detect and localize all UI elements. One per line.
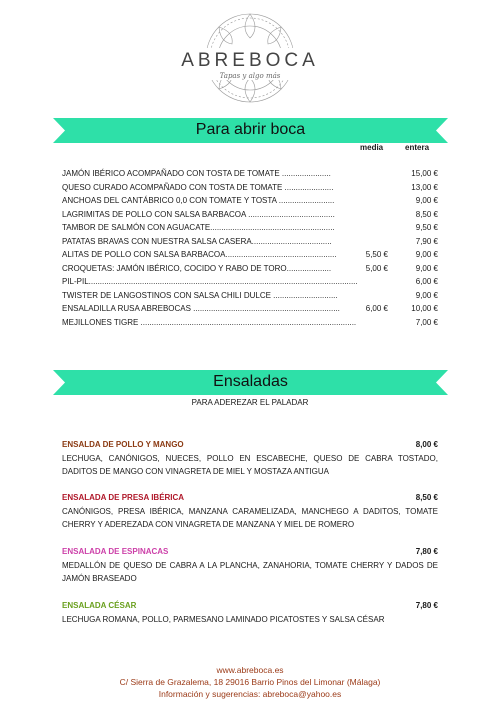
menu-item-name: TWISTER DE LANGOSTINOS CON SALSA CHILI DULCE ............................. — [62, 290, 338, 300]
menu-item-name: LAGRIMITAS DE POLLO CON SALSA BARBACOA ....................................... — [62, 209, 335, 219]
menu-item-row — [62, 168, 440, 180]
menu-item-price-entera: 9,00 € — [415, 263, 438, 273]
menu-item-name: QUESO CURADO ACOMPAÑADO CON TOSTA DE TOMATE ...................... — [62, 182, 334, 192]
menu-item-price-entera: 7,90 € — [415, 236, 438, 246]
salad-price: 8,50 € — [415, 493, 438, 502]
menu-item-price-entera: 9,00 € — [415, 250, 438, 259]
menu-item-name: CROQUETAS: JAMÓN IBÉRICO, COCIDO Y RABO DE TORO.................... — [62, 263, 332, 273]
menu-item-name: MEJILLONES TIGRE ................................................................................................. — [62, 317, 357, 327]
menu-item-price-entera: 13,00 € — [411, 182, 438, 192]
brand-tagline: Tapas y algo más — [219, 72, 281, 80]
section-title: Ensaladas — [213, 373, 288, 390]
menu-item-name: PATATAS BRAVAS CON NUESTRA SALSA CASERA.................................... — [62, 236, 332, 246]
salad-price: 7,80 € — [415, 601, 438, 610]
salad-name: ENSALADA DE PRESA IBÉRICA — [62, 493, 185, 502]
menu-item-price-entera: 9,00 € — [415, 196, 438, 205]
section-banner-para-abrir-boca — [53, 118, 448, 143]
menu-item-price-media: 5,00 € — [365, 263, 388, 273]
menu-item-price-entera: 9,00 € — [415, 290, 438, 300]
footer-address: C/ Sierra de Grazalema, 18 29016 Barrio Pinos del Limonar (Málaga) — [119, 677, 381, 687]
menu-item-price-entera: 6,00 € — [415, 277, 438, 286]
salad-name: ENSALADA CÉSAR — [62, 601, 137, 610]
column-header-media: media — [360, 143, 384, 152]
menu-item-row — [62, 303, 440, 315]
footer-website[interactable]: www.abreboca.es — [216, 665, 284, 675]
menu-item-name: ENSALADILLA RUSA ABREBOCAS .................................................................. — [62, 304, 340, 313]
menu-item-price-entera: 9,50 € — [415, 223, 438, 232]
menu-item-price-media: 5,50 € — [365, 250, 388, 259]
section-subtitle: PARA ADEREZAR EL PALADAR — [191, 398, 309, 407]
menu-item-name: JAMÓN IBÉRICO ACOMPAÑADO CON TOSTA DE TOMATE ...................... — [62, 169, 331, 178]
brand-name: ABREBOCA — [181, 50, 319, 71]
menu-item-price-entera: 10,00 € — [411, 304, 438, 313]
menu-item-price-entera: 8,50 € — [415, 209, 438, 219]
menu-item-name: PIL-PIL......................................................................................................................... — [62, 277, 358, 286]
menu-item-row — [62, 222, 440, 234]
menu-item-price-entera: 7,00 € — [415, 317, 438, 327]
menu-item-row — [62, 249, 440, 261]
menu-item-row — [62, 236, 440, 248]
salad-description: LECHUGA ROMANA, POLLO, PARMESANO LAMINADO PICATOSTES Y SALSA CÉSAR — [62, 615, 385, 624]
salad-name: ENSALDA DE POLLO Y MANGO — [62, 440, 184, 449]
salad-description: MEDALLÓN DE QUESO DE CABRA A LA PLANCHA, ZANAHORIA, TOMATE CHERRY Y DADOS DE JAMÓN BRASEADO — [62, 561, 438, 583]
column-header-entera: entera — [405, 143, 430, 152]
menu-item-row — [62, 317, 440, 329]
salad-description: LECHUGA, CANÓNIGOS, NUECES, POLLO EN ESCABECHE, QUESO DE CABRA TOSTADO, DADITOS DE MANGO CON VINAGRETA DE MIEL Y MOSTAZA ANTIGUA — [62, 454, 438, 476]
menu-item-price-media: 6,00 € — [365, 304, 388, 313]
section-title: Para abrir boca — [195, 121, 306, 138]
menu-item-name: TAMBOR DE SALMÓN CON AGUACATE........................................................ — [62, 223, 335, 232]
menu-item-price-entera: 15,00 € — [411, 169, 438, 178]
menu-item-row — [62, 209, 440, 221]
menu-item-name: ALITAS DE POLLO CON SALSA BARBACOA.................................................. — [62, 250, 337, 259]
menu-item-row — [62, 195, 440, 207]
section-banner-ensaladas — [53, 370, 448, 395]
menu-item-row — [62, 276, 440, 288]
salad-price: 7,80 € — [415, 547, 438, 556]
menu-item-row — [62, 263, 440, 275]
salad-description: CANÓNIGOS, PRESA IBÉRICA, MANZANA CARAMELIZADA, MANCHEGO A DADITOS, TOMATE CHERRY Y ADEREZADA CON VINAGRETA DE MANZANA Y MIEL DE ROMERO — [62, 507, 438, 529]
menu-item-row — [62, 182, 440, 194]
menu-item-name: ANCHOAS DEL CANTÁBRICO 0,0 CON TOMATE Y TOSTA ......................... — [62, 196, 335, 205]
salad-name: ENSALADA DE ESPINACAS — [62, 547, 169, 556]
menu-item-row — [62, 290, 440, 302]
salad-price: 8,00 € — [415, 440, 438, 449]
footer-contact: Información y sugerencias: abreboca@yahoo.es — [158, 689, 342, 699]
